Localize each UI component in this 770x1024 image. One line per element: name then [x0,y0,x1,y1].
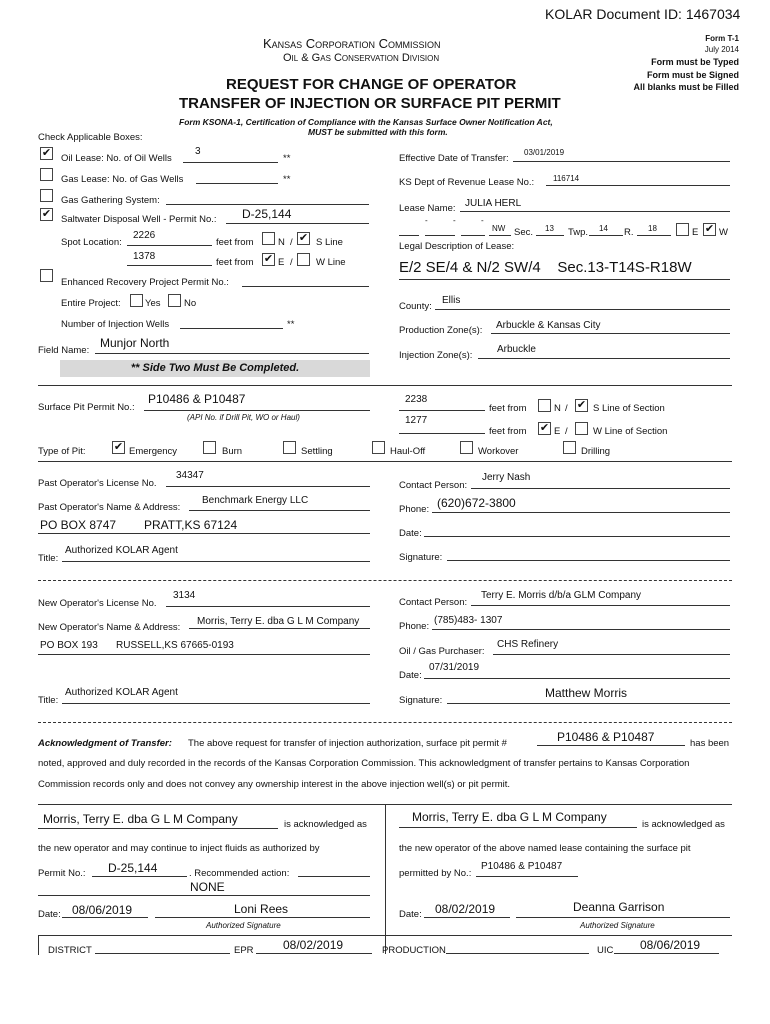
form-signed-note: Form must be Signed [646,70,739,80]
ks-revenue-line [546,185,730,186]
entire-no-checkbox[interactable] [168,294,181,307]
past-signature-line[interactable] [447,560,730,561]
br-permitted-value[interactable]: P10486 & P10487 [481,861,563,872]
check-mark: ✔ [113,441,124,453]
ack-text-2: noted, approved and duly recorded in the records of the Kansas Corporation Commission. This acknowledgment of transfer pertains to Kansas Corporation [38,758,690,769]
range-line [637,235,671,236]
stars: ** [287,319,295,330]
br-permitted-label: permitted by No.: [399,868,472,879]
division-name: Oil & Gas Conservation Division [283,52,440,64]
w-line-label: W Line of Section [593,426,668,437]
feet-from-label: feet from [216,257,254,268]
pit-feet-value-2[interactable]: 1277 [405,415,428,426]
injection-wells-label: Number of Injection Wells [61,319,170,330]
production-zones-value[interactable]: Arbuckle & Kansas City [496,320,601,331]
new-license-line [166,606,370,607]
new-title-label: Title: [38,695,59,706]
vertical-divider [385,804,386,954]
oil-wells-line [183,162,278,163]
past-name-label: Past Operator's Name & Address: [38,502,181,513]
past-name-line [189,510,370,511]
pit-e-checkbox[interactable] [538,422,551,435]
entire-project-label: Entire Project: [61,298,121,309]
new-signature-line [447,703,730,704]
pit-n-checkbox[interactable] [538,399,551,412]
new-name-line [189,628,370,629]
bl-date-value[interactable]: 08/06/2019 [72,903,133,917]
footer-top-border [38,935,732,936]
injection-zones-line [478,358,730,359]
bl-signature-value[interactable]: Loni Rees [234,902,289,916]
past-phone-value[interactable]: (620)672-3800 [437,496,516,510]
bl-permit-value[interactable]: D-25,144 [108,861,158,875]
br-company-value[interactable]: Morris, Terry E. dba G L M Company [412,810,607,824]
slash: / [565,426,568,437]
check-boxes-label: Check Applicable Boxes: [38,132,143,143]
production-line[interactable] [446,953,589,954]
quarter-dash-1: - [425,216,428,225]
past-name-value[interactable]: Benchmark Energy LLC [202,495,309,506]
form-blanks-note: All blanks must be Filled [633,82,739,92]
ack-text-3: Commission records only and does not convey any ownership interest in the above injection well(s) or pit permit. [38,779,511,790]
br-company-line [399,827,637,828]
br-auth-signature: Authorized Signature [580,921,655,930]
past-date-label: Date: [399,528,422,539]
surface-pit-line [144,410,370,411]
w-line-label: W Line [316,257,346,268]
production-zones-line [491,333,730,334]
type-of-pit-label: Type of Pit: [38,446,86,457]
quarter-dash-2: - [453,216,456,225]
past-phone-label: Phone: [399,504,430,515]
purchaser-value[interactable]: CHS Refinery [497,639,559,650]
oil-lease-checkbox[interactable] [40,147,53,160]
past-date-line[interactable] [424,536,730,537]
lease-name-value[interactable]: JULIA HERL [465,198,522,209]
range-w-label: W [719,227,728,238]
spot-value-2[interactable]: 1378 [133,251,156,262]
footer-left-border [38,935,39,955]
stars: ** [283,174,291,185]
quarter-value[interactable]: NW [492,224,506,233]
injection-wells-line[interactable] [180,328,283,329]
burn-checkbox[interactable] [203,441,216,454]
oil-wells-value[interactable]: 3 [195,146,201,157]
ack-label: Acknowledgment of Transfer: [38,738,172,749]
uic-line [614,953,719,954]
new-signature-label: Signature: [399,695,443,706]
twp-value[interactable]: 14 [599,224,608,233]
new-phone-value[interactable]: (785)483- 1307 [434,615,503,626]
gas-gathering-line[interactable] [166,204,369,205]
bl-permit-label: Permit No.: [38,868,86,879]
agency-name: Kansas Corporation Commission [263,36,441,51]
check-mark: ✔ [539,422,550,434]
new-license-label: New Operator's License No. [38,598,157,609]
new-address-line [38,654,370,655]
quarter-line-2[interactable] [425,235,455,236]
twp-label: Twp. [568,227,589,238]
s-line-label: S Line of Section [593,403,665,414]
epr-label: EPR [234,945,254,956]
bl-company-value[interactable]: Morris, Terry E. dba G L M Company [43,812,238,826]
past-license-value[interactable]: 34347 [176,470,204,481]
section-divider [38,461,732,462]
bl-recommended: . Recommended action: [189,868,290,879]
past-title-label: Title: [38,553,59,564]
br-date-value[interactable]: 08/02/2019 [435,902,496,916]
gas-lease-label: Gas Lease: No. of Gas Wells [61,174,184,185]
field-name-value[interactable]: Munjor North [100,336,170,350]
field-name-label: Field Name: [38,345,90,356]
surface-pit-label: Surface Pit Permit No.: [38,402,135,413]
legal-description-label: Legal Description of Lease: [399,241,515,252]
lease-name-line [460,211,730,212]
enhanced-recovery-line[interactable] [242,286,369,287]
new-name-value[interactable]: Morris, Terry E. dba G L M Company [197,616,360,627]
form-title-2: TRANSFER OF INJECTION OR SURFACE PIT PERMIT [179,95,561,112]
past-title-value[interactable]: Authorized KOLAR Agent [65,545,178,556]
section-divider [38,722,732,723]
new-contact-label: Contact Person: [399,597,468,608]
gas-gathering-label: Gas Gathering System: [61,195,160,206]
slash: / [290,237,293,248]
spot-e-checkbox[interactable] [262,253,275,266]
slash: / [565,403,568,414]
burn-label: Burn [222,446,243,457]
swd-permit-value[interactable]: D-25,144 [242,207,292,221]
hauloff-label: Haul-Off [390,446,426,457]
gas-lease-checkbox[interactable] [40,168,53,181]
section-divider [38,385,732,386]
lease-name-label: Lease Name: [399,203,456,214]
spot-s-checkbox[interactable] [297,232,310,245]
bl-action-value[interactable]: NONE [190,880,225,894]
ks-revenue-label: KS Dept of Revenue Lease No.: [399,177,535,188]
bl-date-label: Date: [38,909,61,920]
check-mark: ✔ [41,147,52,159]
n-label: N [554,403,561,414]
pit-feet-value-1[interactable]: 2238 [405,394,428,405]
br-is-ack: is acknowledged as [642,819,725,830]
yes-label: Yes [145,298,161,309]
form-date: July 2014 [704,45,739,54]
n-label: N [278,237,285,248]
new-phone-label: Phone: [399,621,430,632]
e-label: E [554,426,561,437]
past-signature-label: Signature: [399,552,443,563]
workover-label: Workover [478,446,519,457]
ack-has-been: has been [690,738,730,749]
document-id: KOLAR Document ID: 1467034 [545,6,741,22]
pit-feet-line-1 [399,410,485,411]
new-date-value[interactable]: 07/31/2019 [429,662,480,673]
ack-pit-value[interactable]: P10486 & P10487 [557,730,655,744]
past-contact-label: Contact Person: [399,480,468,491]
check-mark: ✔ [576,399,587,411]
quarter-line-4 [489,235,511,236]
new-contact-value[interactable]: Terry E. Morris d/b/a GLM Company [481,590,642,601]
spot-location-label: Spot Location: [61,237,122,248]
past-contact-value[interactable]: Jerry Nash [482,472,531,483]
br-signature-value[interactable]: Deanna Garrison [573,900,665,914]
pit-s-checkbox[interactable] [575,399,588,412]
field-name-line [95,353,369,354]
legal-description-value[interactable]: E/2 SE/4 & N/2 SW/4 Sec.13-T14S-R18W [399,259,692,276]
form-typed-note: Form must be Typed [651,57,739,67]
oil-lease-label: Oil Lease: No. of Oil Wells [61,153,172,164]
side-two-notice: ** Side Two Must Be Completed. [60,360,370,377]
ack-pit-line [537,745,685,746]
check-mark: ✔ [704,223,715,235]
quarter-dash-3: - [481,216,484,225]
legal-description-line [399,279,730,280]
quarter-line-1[interactable] [399,235,419,236]
new-license-value[interactable]: 3134 [173,590,196,601]
sec-value[interactable]: 13 [545,224,554,233]
emergency-checkbox[interactable] [112,441,125,454]
county-line [435,309,730,310]
quarter-line-3[interactable] [461,235,485,236]
new-phone-line [432,629,730,630]
bl-date-line [62,917,148,918]
drilling-checkbox[interactable] [563,441,576,454]
drilling-label: Drilling [581,446,611,457]
new-title-value[interactable]: Authorized KOLAR Agent [65,687,178,698]
uic-label: UIC [597,945,614,956]
pit-feet-line-2 [399,433,485,434]
enhanced-recovery-checkbox[interactable] [40,269,53,282]
br-date-label: Date: [399,909,422,920]
uic-date[interactable]: 08/06/2019 [640,938,701,952]
district-line[interactable] [95,953,230,954]
range-value[interactable]: 18 [648,224,657,233]
new-signature-value[interactable]: Matthew Morris [545,686,628,700]
new-name-label: New Operator's Name & Address: [38,622,181,633]
epr-line [256,953,372,954]
br-date-line [424,917,510,918]
check-mark: ✔ [263,253,274,265]
new-date-line [424,678,730,679]
bl-text: the new operator and may continue to inject fluids as authorized by [38,843,320,854]
purchaser-line [493,654,730,655]
br-text: the new operator of the above named lease containing the surface pit [399,843,691,854]
past-contact-line [471,488,730,489]
production-zones-label: Production Zone(s): [399,325,483,336]
section-divider [38,580,732,581]
sec-line [536,235,564,236]
form-subtitle-2: MUST be submitted with this form. [308,127,448,137]
effective-date-line [513,161,730,162]
bl-action-line [298,876,370,877]
form-title-1: REQUEST FOR CHANGE OF OPERATOR [226,76,517,93]
new-date-label: Date: [399,670,422,681]
s-line-label: S Line [316,237,343,248]
stars: ** [283,153,291,164]
br-signature-line [516,917,730,918]
check-mark: ✔ [41,208,52,220]
new-address-2[interactable]: RUSSELL,KS 67665-0193 [116,640,234,651]
emergency-label: Emergency [129,446,178,457]
pit-w-checkbox[interactable] [575,422,588,435]
new-contact-line [471,605,730,606]
range-e-label: E [692,227,699,238]
county-value[interactable]: Ellis [442,295,461,306]
gas-wells-line[interactable] [196,183,278,184]
surface-pit-value[interactable]: P10486 & P10487 [148,392,246,406]
bl-auth-signature: Authorized Signature [206,921,281,930]
spot-w-checkbox[interactable] [297,253,310,266]
range-w-checkbox[interactable] [703,223,716,236]
api-note: (API No. if Drill Pit, WO or Haul) [187,413,300,422]
effective-date-label: Effective Date of Transfer: [399,153,509,164]
spot-line-2 [127,265,212,266]
injection-zones-label: Injection Zone(s): [399,350,473,361]
hauloff-checkbox[interactable] [372,441,385,454]
twp-line [589,235,623,236]
new-address-1[interactable]: PO BOX 193 [40,640,98,651]
feet-from-label: feet from [216,237,254,248]
epr-date[interactable]: 08/02/2019 [283,938,344,952]
range-label: R. [624,227,634,238]
settling-label: Settling [301,446,333,457]
settling-checkbox[interactable] [283,441,296,454]
injection-zones-value[interactable]: Arbuckle [497,344,536,355]
entire-yes-checkbox[interactable] [130,294,143,307]
production-label: PRODUCTION [382,945,446,956]
past-license-label: Past Operator's License No. [38,478,157,489]
effective-date-value[interactable]: 03/01/2019 [524,148,565,157]
br-permitted-line [476,876,578,877]
purchaser-label: Oil / Gas Purchaser: [399,646,485,657]
no-label: No [184,298,197,309]
spot-value-1[interactable]: 2226 [133,230,156,241]
past-title-line [62,561,370,562]
spot-line-1 [127,245,212,246]
gas-gathering-checkbox[interactable] [40,189,53,202]
spot-n-checkbox[interactable] [262,232,275,245]
form-subtitle-1: Form KSONA-1, Certification of Compliance with the Kansas Surface Owner Notification Act, [179,117,553,127]
bl-action-line-2 [38,895,370,896]
past-address-1[interactable]: PO BOX 8747 [40,518,117,532]
check-mark: ✔ [298,232,309,244]
past-license-line [166,486,370,487]
workover-checkbox[interactable] [460,441,473,454]
bl-signature-line [155,917,370,918]
sec-label: Sec. [514,227,534,238]
past-address-2[interactable]: PRATT,KS 67124 [144,518,238,532]
past-phone-line [432,512,730,513]
ack-text-1: The above request for transfer of injection authorization, surface pit permit # [188,738,507,749]
slash: / [290,257,293,268]
county-label: County: [399,301,432,312]
feet-from-label: feet from [489,426,527,437]
district-label: DISTRICT [48,945,92,956]
form-number: Form T-1 [705,34,739,43]
enhanced-recovery-label: Enhanced Recovery Project Permit No.: [61,277,229,288]
bl-is-ack: is acknowledged as [284,819,367,830]
new-title-line [62,703,370,704]
past-address-line [38,533,370,534]
ks-revenue-value[interactable]: 116714 [553,174,580,183]
range-e-checkbox[interactable] [676,223,689,236]
e-label: E [278,257,285,268]
swd-permit-line [226,223,369,224]
bl-company-line [38,828,278,829]
bl-permit-line [92,876,187,877]
saltwater-disposal-label: Saltwater Disposal Well - Permit No.: [61,214,217,225]
saltwater-disposal-checkbox[interactable] [40,208,53,221]
feet-from-label: feet from [489,403,527,414]
